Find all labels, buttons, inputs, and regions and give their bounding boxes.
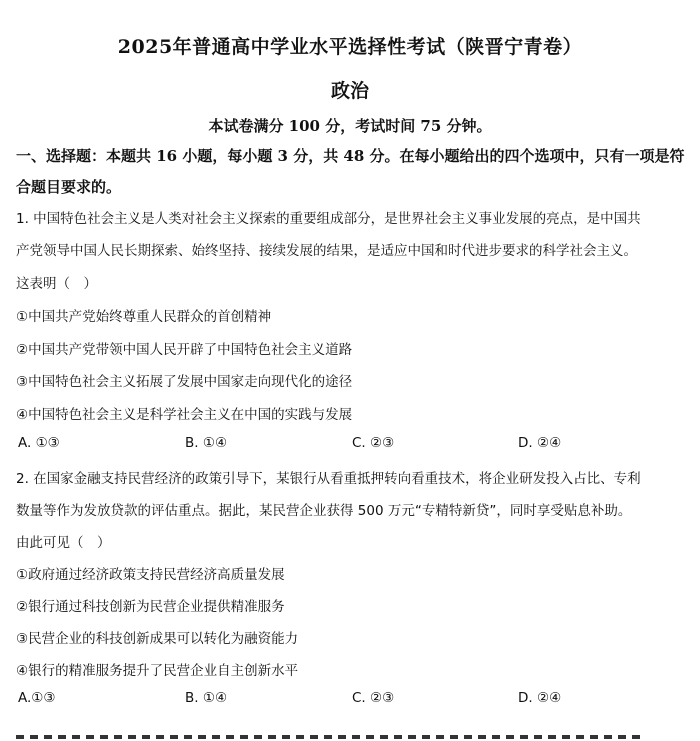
subject-title: 政治: [330, 80, 369, 102]
q2-option-c: C. ②③: [352, 690, 395, 706]
q2-option-d: D. ②④: [518, 690, 562, 706]
q2-option-a: A.①③: [18, 690, 56, 706]
q2-item-2: ②银行通过科技创新为民营企业提供精准服务: [16, 599, 285, 615]
q1-item-1: ①中国共产党始终尊重人民群众的首创精神: [16, 309, 272, 325]
q1-option-b: B. ①④: [185, 435, 228, 451]
q2-option-b: B. ①④: [185, 690, 228, 706]
q1-option-c: C. ②③: [352, 435, 395, 451]
q2-item-4: ④银行的精准服务提升了民营企业自主创新水平: [16, 663, 299, 679]
section-heading: 一、选择题：本题共 16 小题，每小题 3 分，共 48 分。在每小题给出的四个选项中，只有一项是符合题目要求的。: [16, 147, 685, 196]
cropped-next-line: [16, 727, 688, 741]
exam-meta: 本试卷满分 100 分，考试时间 75 分钟。: [208, 117, 492, 135]
q1-stem-line-3: 这表明（ ）: [16, 276, 97, 292]
q1-item-2: ②中国共产党带领中国人民开辟了中国特色社会主义道路: [16, 342, 353, 358]
q1-item-4: ④中国特色社会主义是科学社会主义在中国的实践与发展: [16, 407, 353, 423]
q2-stem-line-1: 2. 在国家金融支持民营经济的政策引导下，某银行从看重抵押转向看重技术，将企业研发投入占比、专利: [16, 471, 641, 487]
q2-item-1: ①政府通过经济政策支持民营经济高质量发展: [16, 567, 285, 583]
q1-stem-line-2: 产党领导中国人民长期探索、始终坚持、接续发展的结果，是适应中国和时代进步要求的科学社会主义。: [16, 243, 637, 259]
q1-stem-line-1: 1. 中国特色社会主义是人类对社会主义探索的重要组成部分，是世界社会主义事业发展的亮点，是中国共: [16, 211, 641, 227]
q2-item-3: ③民营企业的科技创新成果可以转化为融资能力: [16, 631, 299, 647]
q2-stem-line-2: 数量等作为发放贷款的评估重点。据此，某民营企业获得 500 万元“专精特新贷”，同时享受贴息补助。: [16, 503, 632, 519]
q2-stem-line-3: 由此可见（ ）: [16, 535, 111, 551]
q1-option-a: A. ①③: [18, 435, 60, 451]
page-title: 2025年普通高中学业水平选择性考试（陕晋宁青卷）: [117, 36, 583, 58]
q1-option-d: D. ②④: [518, 435, 562, 451]
q1-item-3: ③中国特色社会主义拓展了发展中国家走向现代化的途径: [16, 374, 353, 390]
